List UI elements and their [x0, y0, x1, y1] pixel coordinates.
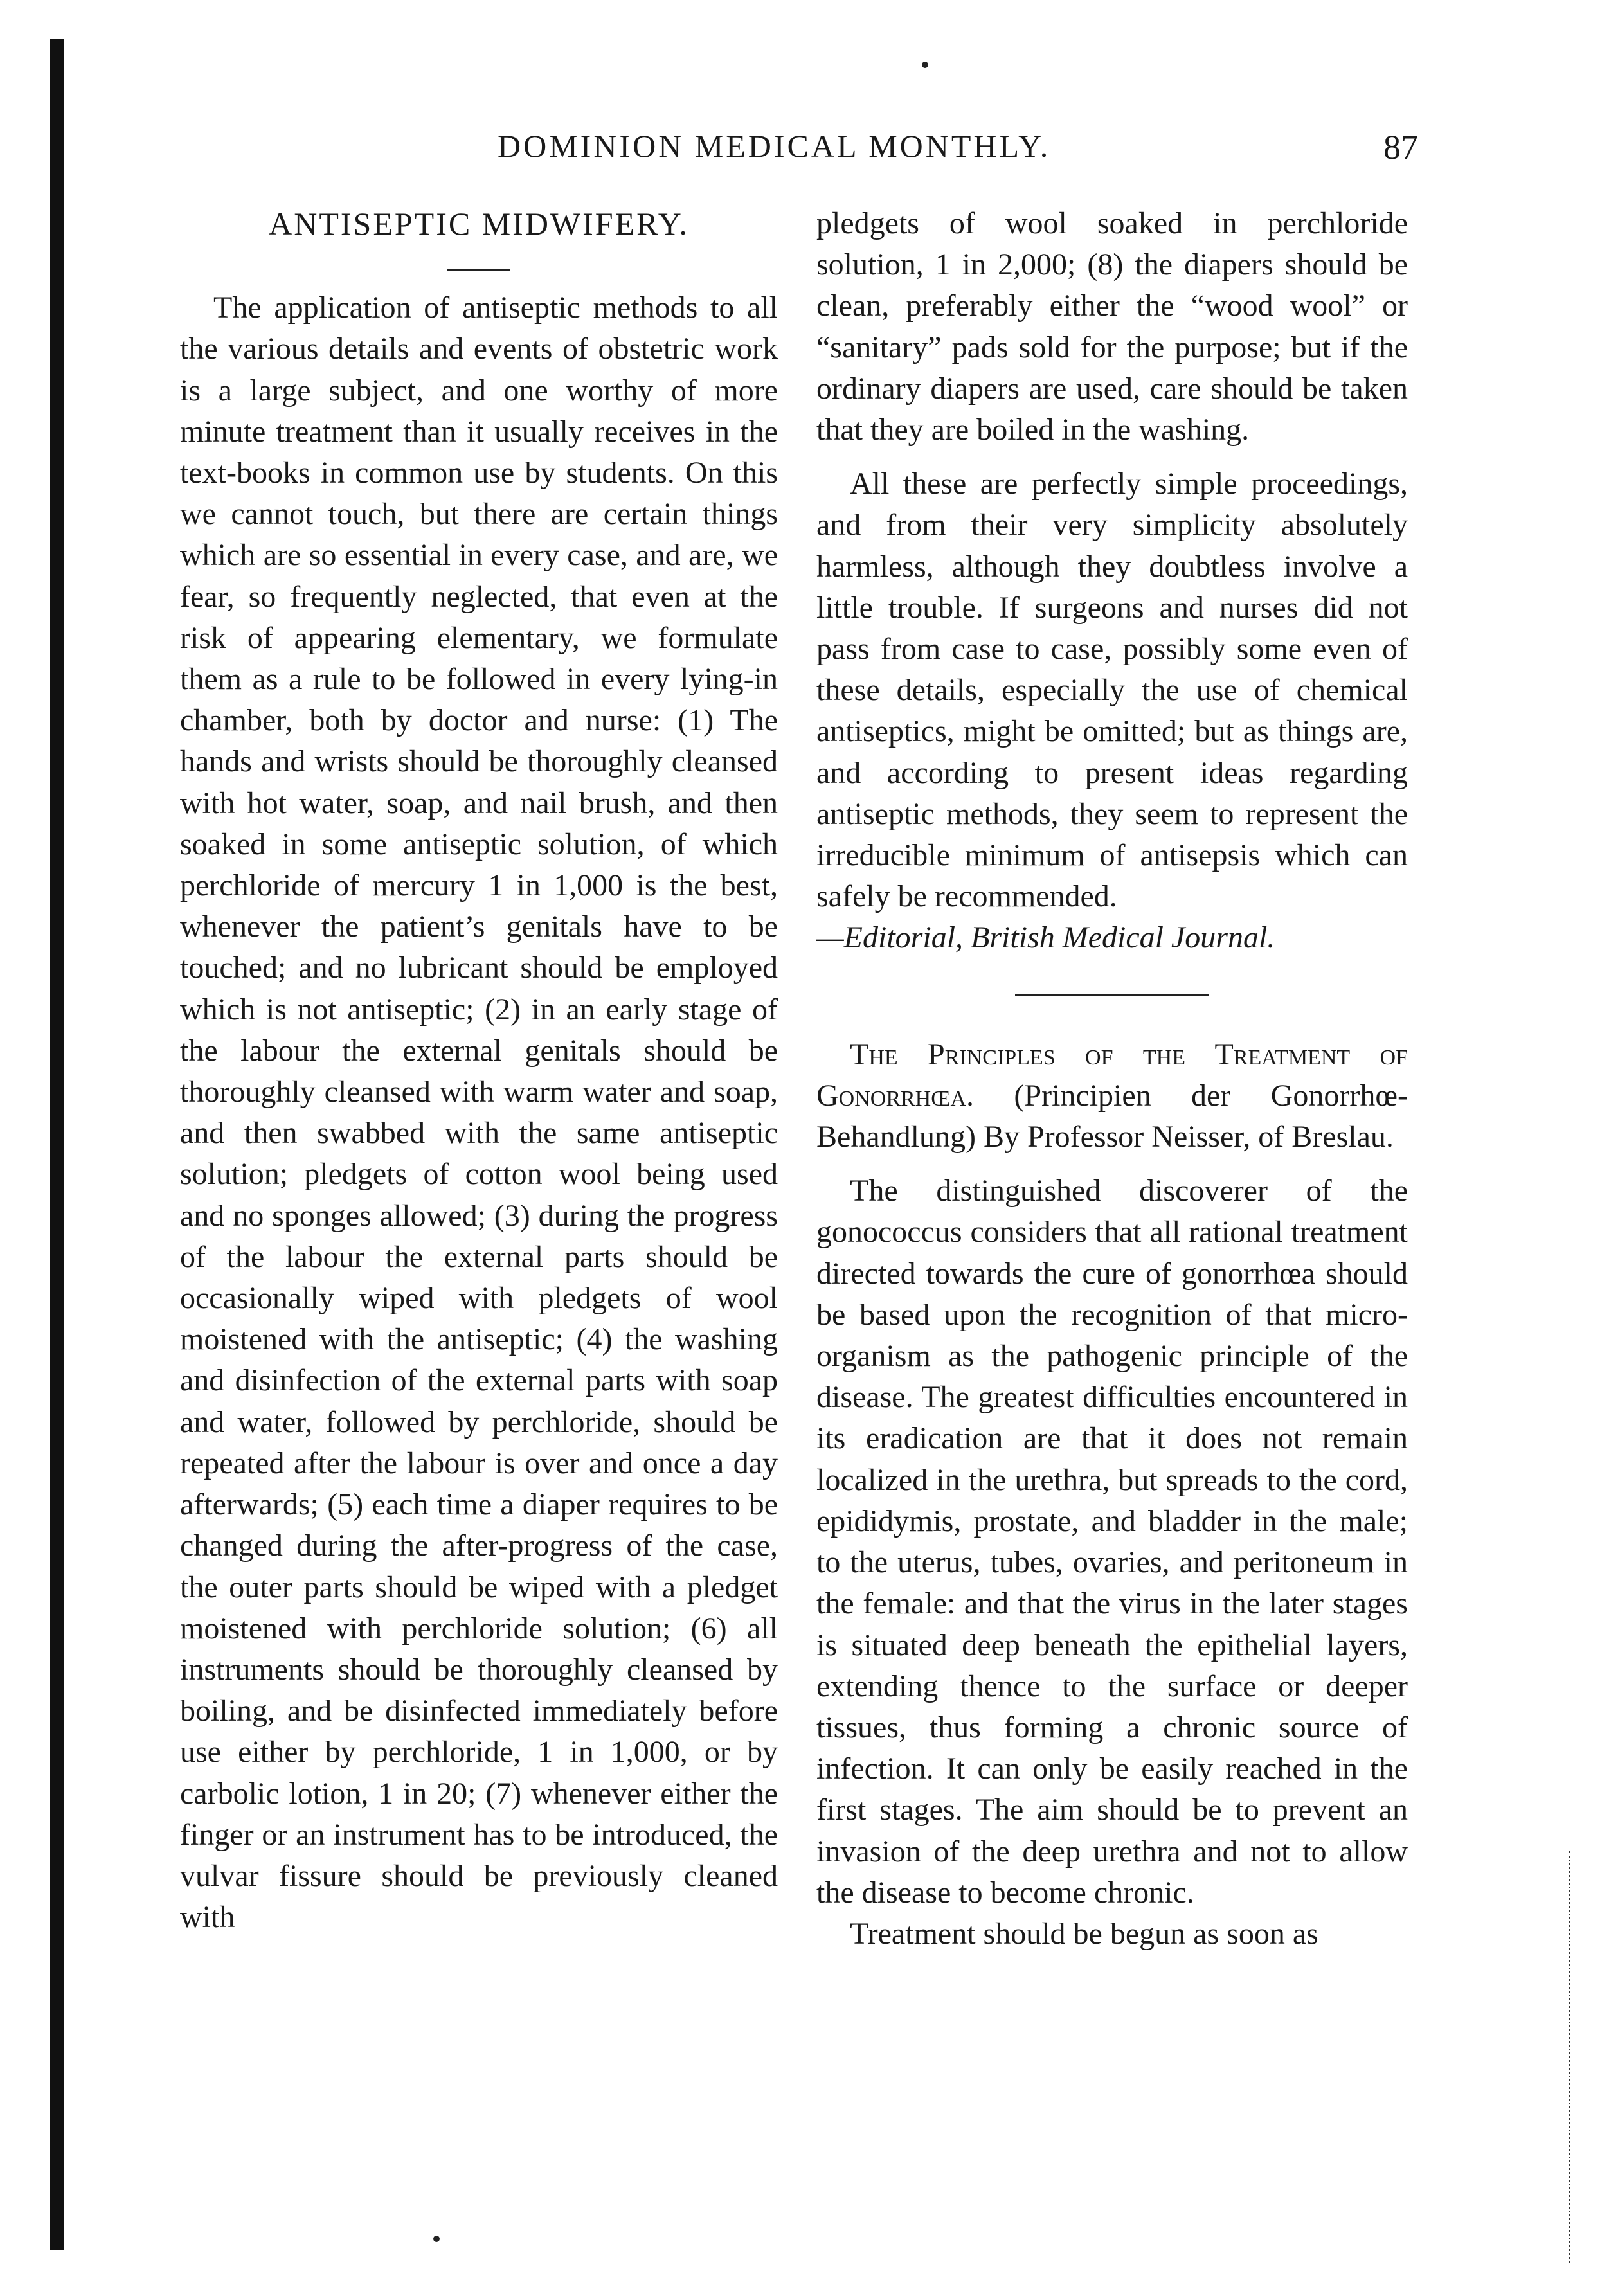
running-title: DOMINION MEDICAL MONTHLY.: [498, 128, 1051, 164]
article-source: —Editorial, British Medical Journal.: [816, 920, 1275, 955]
page-number: 87: [1383, 128, 1418, 166]
left-column: [180, 203, 778, 1938]
article-heading: The Principles of the Treatment of Gonorrhœa.: [816, 1037, 1408, 1113]
scan-edge-shadow: [50, 39, 64, 2250]
article-paragraph: The application of antiseptic methods to all the various details and events of obstetric work is a large subject, and one worthy of more minute treatment than it usually receives in the text-books in common use by students. On this we cannot touch, but there are certain things which are so essential in every case, and are, we fear, so frequently neglected, that even at the risk of appearing elementary, we formulate them as a rule to be followed in every lying-in chamber, both by doctor and nurse: (1) The hands and wrists should be thoroughly cleansed with hot water, soap, and nail brush, and then soaked in some antiseptic solution, of which perchloride of mercury 1 in 1,000 is the best, whenever the patient’s genitals have to be touched; and no lubricant should be employed which is not antiseptic; (2) in an early stage of the labour the external genitals should be thoroughly cleansed with warm water and soap, and then swabbed with the same antiseptic solution; pledgets of cotton wool being used and no sponges allowed; (3) during the progress of the labour the external parts should be occasionally wiped with pledgets of wool moistened with the antiseptic; (4) the washing and disinfection of the external parts with soap and water, followed by perchloride, should be repeated after the labour is over and once a day afterwards; (5) each time a diaper requires to be changed during the after-progress of the case, the outer parts should be wiped with a pledget moistened with perchloride solution; (6) all instruments should be thoroughly cleansed by boiling, and be disinfected immediately before use either by perchloride, 1 in 1,000, or by carbolic lotion, 1 in 20; (7) whenever either the finger or an instrument has to be introduced, the vulvar fissure should be previously cleaned with: [180, 291, 778, 1935]
title-rule: [447, 269, 510, 271]
article-heading-detail: (Principien der Gonorrhœ-Behandlung) By Professor Neisser, of Breslau.: [816, 1078, 1408, 1154]
right-column: [816, 203, 1408, 1955]
article-paragraph-continued: pledgets of wool soaked in perchloride solution, 1 in 2,000; (8) the diapers should be clean, preferably either the “wood wool” or “sanitary” pads sold for the purpose; but if the ordinary diapers are used, care should be taken that they are boiled in the washing.: [816, 206, 1408, 447]
article-paragraph: All these are perfectly simple proceedings, and from their very simplicity absolutely harmless, although they doubtless involve a little trouble. If surgeons and nurses did not pass from case to case, possibly some even of these details, especially the use of chemical antiseptics, might be omitted; but as things are, and according to present ideas regarding antiseptic methods, they seem to represent the irreducible minimum of antisepsis which can safely be recommended.: [816, 467, 1408, 914]
article-paragraph: Treatment should be begun as soon as: [850, 1916, 1318, 1951]
margin-artifact: [1569, 1851, 1578, 2263]
speck-mark: [922, 62, 928, 68]
speck-mark: [433, 2236, 440, 2242]
article-heading-block: [816, 1034, 1408, 1158]
article-paragraph: The distinguished discoverer of the gonococcus considers that all rational treatment directed towards the cure of gonorrhœa should be based upon the recognition of that micro-organism as the pathogenic principle of the disease. The greatest difficulties encountered in its eradication are that it does not remain localized in the urethra, but spreads to the cord, epididymis, prostate, and bladder in the male; to the uterus, tubes, ovaries, and peritoneum in the female: and that the virus in the later stages is situated deep beneath the epithelial layers, extending thence to the surface or deeper tissues, thus forming a chronic source of infection. It can only be easily reached in the first stages. The aim should be to prevent an invasion of the deep urethra and not to allow the disease to become chronic.: [816, 1174, 1408, 1910]
article-title: ANTISEPTIC MIDWIFERY.: [269, 206, 689, 242]
section-divider: [1015, 994, 1209, 996]
